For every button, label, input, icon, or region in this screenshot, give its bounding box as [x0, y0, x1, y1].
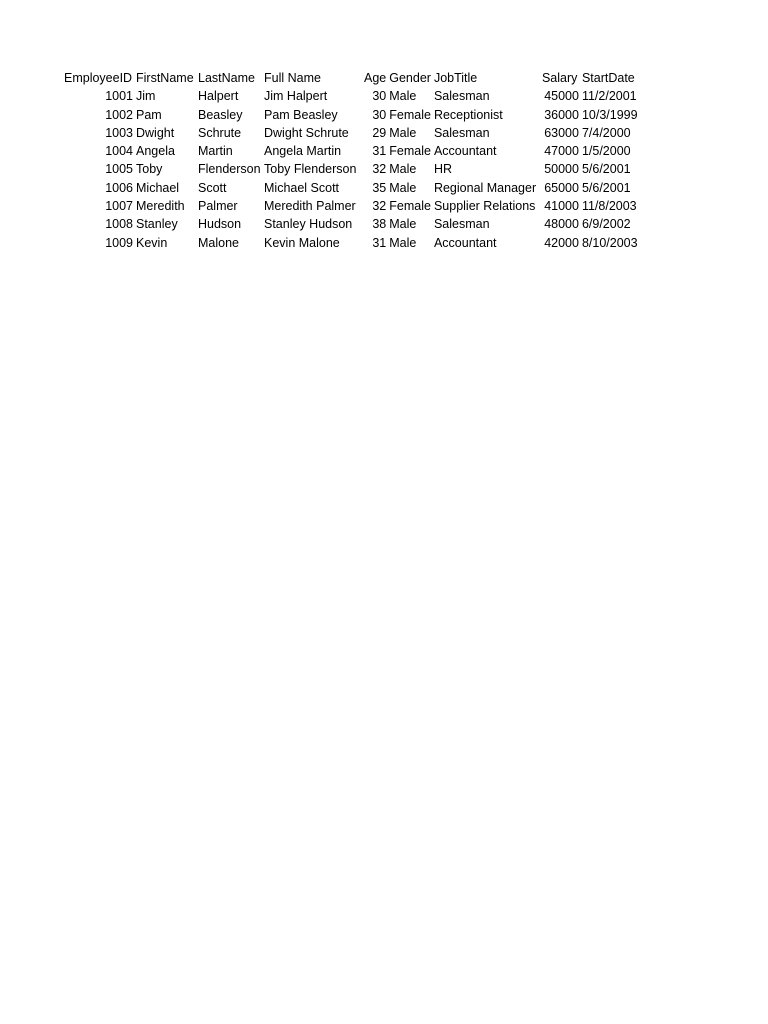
cell-gender: Male: [389, 125, 417, 140]
cell-salary: 50000: [544, 162, 579, 177]
cell-gender: Male: [389, 217, 417, 232]
cell-full-name: Kevin Malone: [264, 235, 340, 250]
cell-last-name: Martin: [198, 144, 233, 159]
table-row: [62, 179, 644, 197]
cell-first-name: Jim: [136, 89, 156, 104]
cell-start-date: 8/10/2003: [581, 235, 638, 250]
cell-job-title: HR: [433, 162, 453, 177]
cell-job-title: Regional Manager: [433, 180, 537, 195]
cell-salary: 41000: [544, 199, 579, 214]
table-row: [62, 215, 644, 233]
header-start-date: StartDate: [581, 71, 635, 85]
cell-start-date: 11/8/2003: [581, 199, 637, 214]
table-row: [62, 106, 644, 124]
cell-job-title: Salesman: [433, 217, 490, 232]
cell-job-title: Salesman: [433, 89, 490, 104]
cell-job-title: Supplier Relations: [433, 199, 536, 214]
cell-age: 30: [372, 107, 387, 122]
cell-full-name: Pam Beasley: [264, 107, 338, 122]
cell-first-name: Kevin: [136, 235, 168, 250]
cell-first-name: Toby: [136, 162, 163, 177]
cell-employee-id: 1001: [105, 89, 133, 104]
cell-salary: 48000: [544, 217, 579, 232]
table-row: [62, 142, 644, 160]
cell-full-name: Toby Flenderson: [264, 162, 357, 177]
table-row: [62, 197, 644, 215]
cell-gender: Male: [389, 235, 417, 250]
cell-full-name: Jim Halpert: [264, 89, 328, 104]
cell-start-date: 11/2/2001: [581, 89, 637, 104]
cell-first-name: Michael: [136, 180, 180, 195]
cell-employee-id: 1009: [105, 235, 133, 250]
cell-last-name: Hudson: [198, 217, 242, 232]
header-salary: Salary: [541, 71, 578, 85]
cell-salary: 65000: [544, 180, 579, 195]
cell-employee-id: 1007: [105, 199, 133, 214]
cell-age: 32: [372, 199, 387, 214]
cell-first-name: Meredith: [136, 199, 185, 214]
cell-employee-id: 1004: [105, 144, 133, 159]
table-row: [62, 124, 644, 142]
cell-last-name: Malone: [198, 235, 239, 250]
cell-first-name: Dwight: [136, 125, 175, 140]
cell-full-name: Angela Martin: [264, 144, 342, 159]
cell-start-date: 5/6/2001: [581, 162, 631, 177]
cell-salary: 47000: [544, 144, 579, 159]
cell-last-name: Scott: [198, 180, 227, 195]
cell-age: 31: [372, 144, 387, 159]
cell-salary: 45000: [544, 89, 579, 104]
cell-start-date: 5/6/2001: [581, 180, 631, 195]
cell-last-name: Flenderson: [198, 162, 261, 177]
cell-last-name: Halpert: [198, 89, 239, 104]
cell-employee-id: 1008: [105, 217, 133, 232]
employee-sheet: [62, 69, 644, 252]
cell-salary: 63000: [544, 125, 579, 140]
header-age: Age: [364, 71, 387, 85]
header-job-title: JobTitle: [433, 71, 478, 85]
table-body: [62, 69, 644, 252]
cell-age: 29: [372, 125, 387, 140]
table-row: [62, 160, 644, 178]
cell-age: 31: [372, 235, 387, 250]
cell-full-name: Michael Scott: [264, 180, 340, 195]
cell-last-name: Schrute: [198, 125, 242, 140]
header-row: [62, 69, 644, 87]
cell-gender: Female: [389, 107, 431, 122]
cell-employee-id: 1005: [105, 162, 133, 177]
cell-employee-id: 1003: [105, 125, 133, 140]
cell-gender: Female: [389, 199, 431, 214]
cell-full-name: Stanley Hudson: [264, 217, 353, 232]
cell-gender: Male: [389, 180, 417, 195]
cell-age: 35: [372, 180, 387, 195]
cell-job-title: Receptionist: [433, 107, 503, 122]
cell-start-date: 10/3/1999: [581, 107, 638, 122]
cell-first-name: Pam: [136, 107, 162, 122]
cell-employee-id: 1006: [105, 180, 133, 195]
cell-age: 30: [372, 89, 387, 104]
cell-start-date: 6/9/2002: [581, 217, 631, 232]
cell-salary: 36000: [544, 107, 579, 122]
cell-start-date: 1/5/2000: [581, 144, 631, 159]
cell-full-name: Dwight Schrute: [264, 125, 349, 140]
table-row: [62, 87, 644, 105]
cell-gender: Female: [389, 144, 431, 159]
cell-first-name: Angela: [136, 144, 175, 159]
cell-start-date: 7/4/2000: [581, 125, 631, 140]
cell-last-name: Palmer: [198, 199, 238, 214]
cell-job-title: Accountant: [433, 144, 497, 159]
cell-job-title: Accountant: [433, 235, 497, 250]
header-first-name: FirstName: [136, 71, 194, 85]
cell-first-name: Stanley: [136, 217, 178, 232]
header-full-name: Full Name: [264, 71, 321, 85]
cell-salary: 42000: [544, 235, 579, 250]
cell-age: 32: [372, 162, 387, 177]
cell-last-name: Beasley: [198, 107, 243, 122]
header-gender: Gender: [389, 71, 431, 85]
cell-gender: Male: [389, 89, 417, 104]
cell-gender: Male: [389, 162, 417, 177]
header-employee-id: EmployeeID: [64, 71, 133, 85]
cell-age: 38: [372, 217, 387, 232]
cell-full-name: Meredith Palmer: [264, 199, 356, 214]
header-last-name: LastName: [198, 71, 255, 85]
employee-table: [62, 69, 644, 252]
cell-job-title: Salesman: [433, 125, 490, 140]
cell-employee-id: 1002: [105, 107, 133, 122]
table-row: [62, 234, 644, 252]
